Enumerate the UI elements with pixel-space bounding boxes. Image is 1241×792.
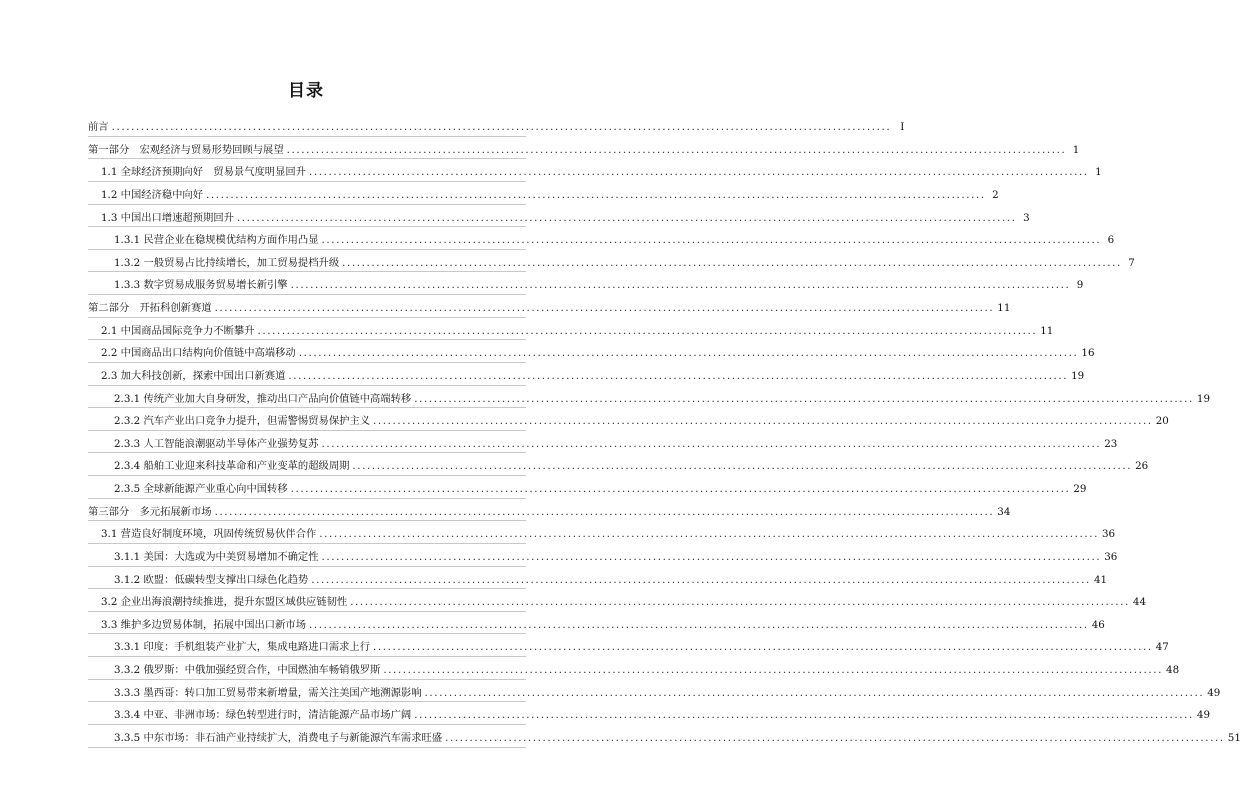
toc-entry-label: 1.1 全球经济预期向好 贸易景气度明显回升: [101, 166, 306, 179]
toc-leader-dots: ................................................................................................................................................................: [309, 618, 1089, 631]
toc-entry-page: 3: [1023, 211, 1030, 224]
toc-leader-dots: ................................................................................................................................................................: [288, 369, 1069, 382]
toc-entry[interactable]: [88, 431, 1118, 454]
toc-entry[interactable]: [88, 159, 1102, 182]
toc-leader-dots: ................................................................................................................................................................: [214, 302, 995, 314]
toc-entry-label: 3.3.3 墨西哥：转口加工贸易带来新增量，需关注美国产地溯源影响: [114, 686, 422, 699]
toc-leader-dots: ................................................................................................................................................................: [311, 573, 1091, 586]
toc-entry-page: 26: [1135, 460, 1149, 473]
toc-leader-dots: ................................................................................................................................................................: [298, 347, 1079, 360]
toc-entry-page: 49: [1207, 686, 1221, 699]
toc-entry-label: 第三部分 多元拓展新市场: [88, 505, 212, 518]
toc-entry-label: 1.3.2 一般贸易占比持续增长，加工贸易提档升级: [114, 256, 340, 269]
toc-entry[interactable]: [88, 182, 999, 205]
toc-entry[interactable]: [88, 318, 1054, 341]
toc-entry-label: 3.2 企业出海浪潮持续推进，提升东盟区域供应链韧性: [101, 596, 348, 609]
toc-entry-page: 36: [1102, 528, 1116, 541]
toc-leader-dots: ................................................................................................................................................................: [309, 166, 1089, 179]
toc-entry-label: 3.3.1 印度：手机组装产业扩大，集成电路进口需求上行: [114, 641, 371, 654]
toc-leader-dots: ................................................................................................................................................................: [290, 279, 1071, 292]
toc-entry[interactable]: [88, 567, 1108, 590]
toc-entry[interactable]: [88, 589, 1146, 612]
toc-leader-dots: ................................................................................................................................................................: [290, 483, 1071, 495]
toc-entry-page: 16: [1081, 347, 1095, 360]
toc-entry[interactable]: [88, 499, 1011, 522]
toc-leader-dots: ................................................................................................................................................................: [236, 211, 1017, 224]
toc-leader-dots: ................................................................................................................................................................: [352, 460, 1133, 473]
toc-leader-dots: ................................................................................................................................................................: [373, 641, 1153, 654]
toc-entry-label: 3.1.1 美国：大选或为中美贸易增加不确定性: [114, 550, 319, 563]
toc-entry-label: 3.3.5 中东市场：非石油产业持续扩大，消费电子与新能源汽车需求旺盛: [114, 731, 443, 744]
toc-entry[interactable]: [88, 386, 1211, 409]
toc-entry-page: 36: [1104, 550, 1118, 563]
toc-entry-page: 11: [1040, 324, 1054, 337]
toc-entry-page: 41: [1093, 573, 1108, 586]
toc-entry[interactable]: [88, 250, 1135, 273]
toc-entry[interactable]: [88, 680, 1221, 703]
toc-entry[interactable]: [88, 137, 1080, 160]
toc-entry-label: 2.3.4 船舶工业迎来科技革命和产业变革的超级周期: [114, 460, 350, 473]
toc-entry-page: 34: [997, 505, 1011, 518]
toc-entry-label: 2.3.1 传统产业加大自身研发，推动出口产品向价值链中高端转移: [114, 392, 412, 405]
toc-leader-dots: ................................................................................................................................................................: [321, 437, 1102, 450]
toc-leader-dots: ................................................................................................................................................................: [445, 731, 1225, 744]
toc-entry-page: 48: [1166, 664, 1180, 676]
toc-entry-page: 47: [1155, 641, 1169, 654]
toc-leader-dots: ................................................................................................................................................................: [321, 550, 1102, 563]
toc-entry-page: 11: [997, 302, 1011, 314]
toc-leader-dots: ................................................................................................................................................................: [383, 664, 1164, 676]
toc-entry[interactable]: [88, 295, 1011, 318]
toc-entry-page: 49: [1196, 709, 1211, 722]
toc-entry[interactable]: [88, 544, 1118, 567]
toc-leader-dots: ................................................................................................................................................................: [214, 505, 995, 518]
toc-entry-page: 29: [1073, 483, 1087, 495]
toc-entry[interactable]: [88, 205, 1030, 228]
toc-entry[interactable]: [88, 657, 1180, 680]
page-title: 目录: [288, 81, 324, 101]
toc-entry-page: 19: [1071, 369, 1085, 382]
toc-entry[interactable]: [88, 408, 1169, 431]
toc-entry[interactable]: [88, 521, 1116, 544]
toc-entry-page: 19: [1196, 392, 1211, 405]
toc-leader-dots: ................................................................................................................................................................: [424, 686, 1205, 699]
toc-entry-label: 1.2 中国经济稳中向好: [101, 188, 204, 201]
toc-entry[interactable]: [88, 612, 1105, 635]
toc-entry-label: 1.3.1 民营企业在稳规模优结构方面作用凸显: [114, 234, 319, 247]
toc-entry-label: 2.3.5 全球新能源产业重心向中国转移: [114, 483, 288, 495]
toc-entry-label: 1.3 中国出口增速超预期回升: [101, 211, 234, 224]
toc-entry[interactable]: [88, 227, 1115, 250]
toc-leader-dots: ................................................................................................................................................................: [319, 528, 1099, 541]
toc-entry-page: 44: [1132, 596, 1146, 609]
toc-entry-label: 2.1 中国商品国际竞争力不断攀升: [101, 324, 255, 337]
toc-leader-dots: ................................................................................................................................................................: [350, 596, 1130, 609]
toc-entry-page: 23: [1104, 437, 1118, 450]
toc-leader-dots: ................................................................................................................................................................: [111, 121, 892, 133]
toc-entry-label: 第二部分 开拓科创新赛道: [88, 302, 212, 314]
toc-entry-label: 3.3 维护多边贸易体制，拓展中国出口新市场: [101, 618, 306, 631]
toc-entry-page: 46: [1091, 618, 1105, 631]
toc-entry-label: 前言: [88, 121, 109, 133]
toc-entry-page: 1: [1072, 143, 1080, 156]
toc-entry-page: I: [900, 121, 905, 133]
toc-entry[interactable]: [88, 453, 1149, 476]
toc-entry[interactable]: [88, 272, 1084, 295]
toc-entry[interactable]: [88, 725, 1241, 748]
toc-entry[interactable]: [88, 476, 1087, 499]
toc-entry-label: 2.3.3 人工智能浪潮驱动半导体产业强势复苏: [114, 437, 319, 450]
table-of-contents: [88, 114, 1241, 748]
toc-entry[interactable]: [88, 702, 1211, 725]
toc-leader-dots: ................................................................................................................................................................: [414, 392, 1194, 405]
toc-entry-page: 6: [1107, 234, 1115, 247]
toc-entry-page: 1: [1095, 166, 1102, 179]
toc-entry-label: 第一部分 宏观经济与贸易形势回顾与展望: [88, 143, 284, 156]
toc-leader-dots: ................................................................................................................................................................: [286, 143, 1067, 156]
toc-entry-page: 7: [1128, 256, 1135, 269]
toc-entry-label: 2.3 加大科技创新，探索中国出口新赛道: [101, 369, 286, 382]
toc-leader-dots: ................................................................................................................................................................: [206, 188, 986, 201]
toc-entry-page: 51: [1227, 731, 1241, 744]
toc-entry-page: 9: [1076, 279, 1084, 292]
toc-leader-dots: ................................................................................................................................................................: [414, 709, 1194, 722]
toc-entry[interactable]: [88, 340, 1095, 363]
toc-entry[interactable]: [88, 634, 1169, 657]
toc-entry-label: 2.3.2 汽车产业出口竞争力提升，但需警惕贸易保护主义: [114, 415, 371, 428]
toc-entry-page: 2: [992, 188, 999, 201]
toc-entry[interactable]: [88, 363, 1085, 386]
toc-leader-dots: ................................................................................................................................................................: [321, 234, 1102, 247]
toc-leader-dots: ................................................................................................................................................................: [373, 415, 1153, 428]
toc-entry-label: 1.3.3 数字贸易成服务贸易增长新引擎: [114, 279, 288, 292]
toc-entry[interactable]: [88, 114, 905, 137]
toc-leader-dots: ................................................................................................................................................................: [342, 256, 1122, 269]
toc-entry-label: 3.3.4 中亚、非洲市场：绿色转型进行时，清洁能源产品市场广阔: [114, 709, 412, 722]
toc-entry-label: 3.3.2 俄罗斯：中俄加强经贸合作，中国燃油车畅销俄罗斯: [114, 664, 381, 676]
toc-entry-label: 3.1 营造良好制度环境，巩固传统贸易伙伴合作: [101, 528, 317, 541]
toc-leader-dots: ................................................................................................................................................................: [257, 324, 1038, 337]
toc-entry-label: 2.2 中国商品出口结构向价值链中高端移动: [101, 347, 296, 360]
toc-entry-page: 20: [1155, 415, 1169, 428]
toc-entry-label: 3.1.2 欧盟：低碳转型支撑出口绿色化趋势: [114, 573, 309, 586]
